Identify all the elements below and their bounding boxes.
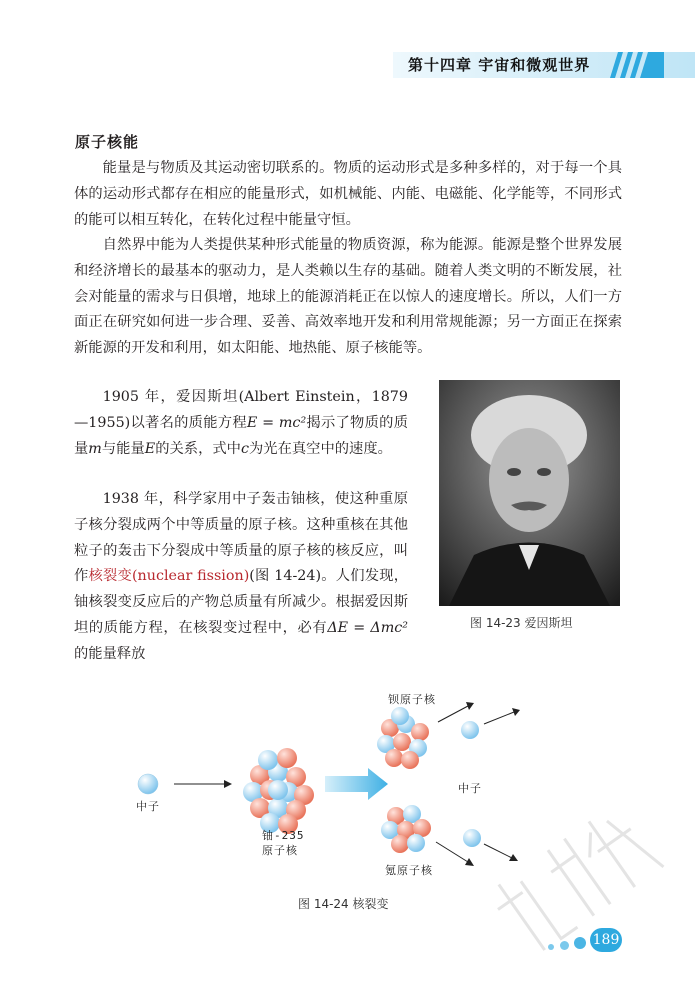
label-neutron-emitted: 中子 [458,782,482,795]
delta-equation: ΔE = Δmc² [327,619,409,636]
var-c: c [240,440,249,457]
label-uranium-line2: 原子核 [262,844,298,857]
label-uranium-line1: 铀-235 [262,829,305,842]
fission-term: 核裂变(nuclear fission) [88,568,250,585]
var-e: E [144,440,156,457]
einstein-text-c: 与能量 [101,440,145,457]
einstein-text-b: 揭示了物质的质量 [74,414,408,457]
page-dot [574,937,586,949]
paragraph-energy-sources: 自然界中能为人类提供某种形式能量的物质资源，称为能源。能源是整个世界发展和经济增长的最基本的驱动力，是人类赖以生存的基础。随着人类文明的不断发展，社会对能量的需求与日俱增，地球上的能源消耗正在以惊人的速度增长。所以，人们一方面正在研究如何进一步合理、妥善、高效率地开发和利用常规能源；另一方面正在探索新能源的开发和利用，如太阳能、地热能、原子核能等。 [74,237,622,357]
fission-text-a: 1938 年，科学家用中子轰击铀核，使这种重原子核分裂成两个中等质量的原子核。这种重核在其他粒子的轰击下分裂成中等质量的原子核的核反应，叫作 [74,491,408,585]
label-neutron-incoming: 中子 [136,800,160,813]
fission-text-b: (图 14-24)。人们发现，铀核裂变反应后的产物总质量有所减少。根据爱因斯坦的质能方程，在核裂变过程中，必有 [74,568,409,636]
figure-14-23-caption: 图 14-23 爱因斯坦 [470,616,573,630]
page-number: 189 [590,928,622,952]
paragraph-einstein [74,385,408,462]
page-dot [548,944,554,950]
chapter-title: 第十四章 宇宙和微观世界 [408,56,591,74]
paragraph-fission [74,487,408,668]
publisher-watermark [470,780,680,984]
section-heading: 原子核能 [75,133,140,151]
einstein-text-f: 为光在真空中的速度。 [248,440,392,457]
einstein-photo [439,380,620,606]
figure-14-24-caption: 图 14-24 核裂变 [298,897,389,911]
paragraph-energy-forms: 能量是与物质及其运动密切联系的。物质的运动形式是多种多样的，对于每一个具体的运动形式都存在相应的能量形式，如机械能、内能、电磁能、化学能等，不同形式的能可以相互转化，在转化过程中能量守恒。 [74,160,622,228]
page-dot [560,941,569,950]
fission-text-c: 的能量释放 [74,645,146,662]
mass-energy-equation: E = mc² [246,414,307,431]
label-barium: 钡原子核 [388,693,436,706]
header-slash-decoration [604,52,664,82]
einstein-text-d: 的关系，式中 [155,440,241,457]
einstein-text-a: 1905 年，爱因斯坦(Albert Einstein，1879—1955)以著名的质能方程 [74,389,408,431]
label-krypton: 氪原子核 [385,864,433,877]
var-m: m [88,440,102,457]
